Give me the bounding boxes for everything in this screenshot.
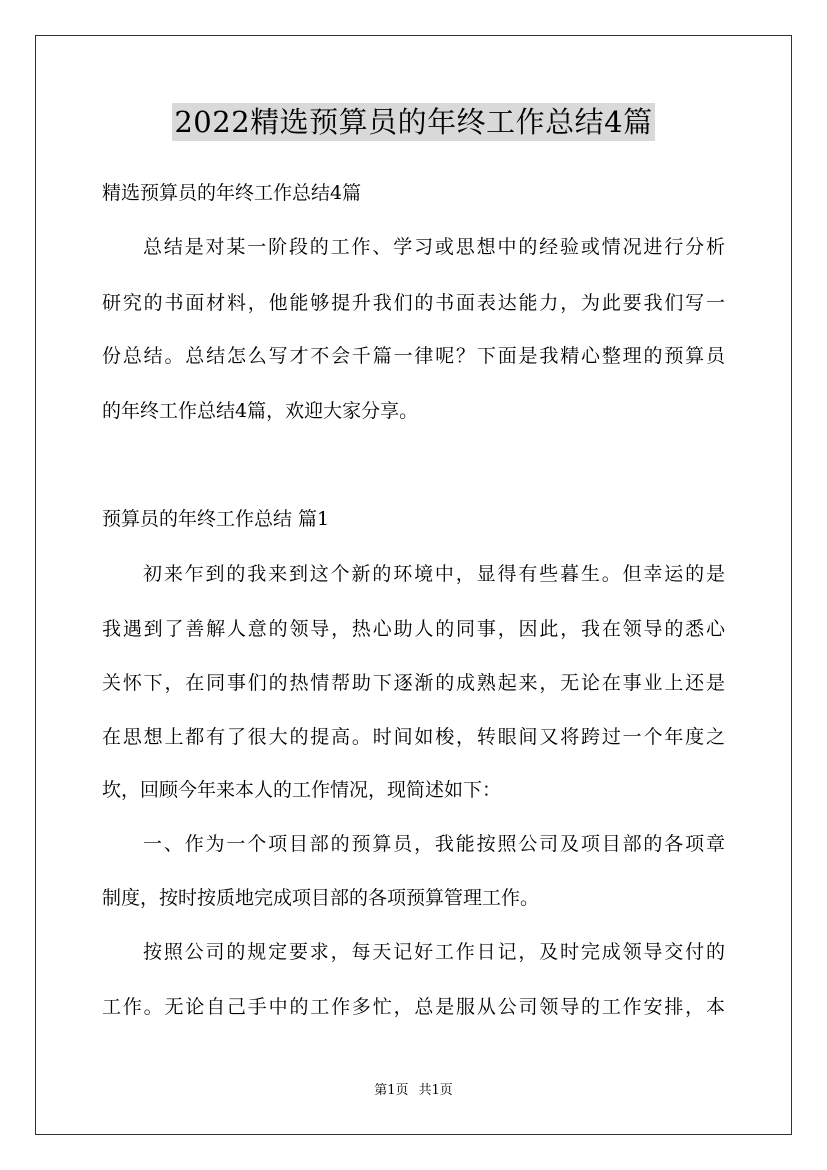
page-current: 第1页 (374, 1083, 409, 1098)
paragraph-line: 制度，按时按质地完成项目部的各项预算管理工作。 (102, 887, 540, 909)
paragraph-line: 一、作为一个项目部的预算员，我能按照公司及项目部的各项章 (143, 833, 725, 855)
section-heading: 预算员的年终工作总结 篇1 (102, 508, 330, 530)
intro-line: 的年终工作总结4篇，欢迎大家分享。 (102, 400, 419, 422)
paragraph-line: 初来乍到的我来到这个新的环境中，显得有些暮生。但幸运的是 (143, 563, 725, 585)
paragraph-line: 关怀下，在同事们的热情帮助下逐渐的成熟起来，无论在事业上还是 (102, 672, 725, 694)
paragraph-line: 按照公司的规定要求，每天记好工作日记，及时完成领导交付的 (143, 941, 725, 963)
document-title: 2022精选预算员的年终工作总结4篇 (174, 105, 653, 139)
page-total: 共1页 (418, 1083, 453, 1098)
page-footer (0, 1082, 827, 1100)
document-subtitle: 精选预算员的年终工作总结4篇 (102, 182, 362, 204)
intro-line: 份总结。总结怎么写才不会千篇一律呢？下面是我精心整理的预算员 (102, 345, 725, 367)
title-container (0, 103, 827, 141)
intro-line: 总结是对某一阶段的工作、学习或思想中的经验或情况进行分析 (143, 236, 725, 258)
paragraph-line: 工作。无论自己手中的工作多忙，总是服从公司领导的工作安排，本 (102, 996, 725, 1018)
paragraph-line: 坎，回顾今年来本人的工作情况，现简述如下： (102, 779, 502, 801)
paragraph-line: 我遇到了善解人意的领导，热心助人的同事，因此，我在领导的悉心 (102, 618, 725, 640)
intro-line: 研究的书面材料，他能够提升我们的书面表达能力，为此要我们写一 (102, 292, 725, 314)
paragraph-line: 在思想上都有了很大的提高。时间如梭，转眼间又将跨过一个年度之 (102, 726, 725, 748)
